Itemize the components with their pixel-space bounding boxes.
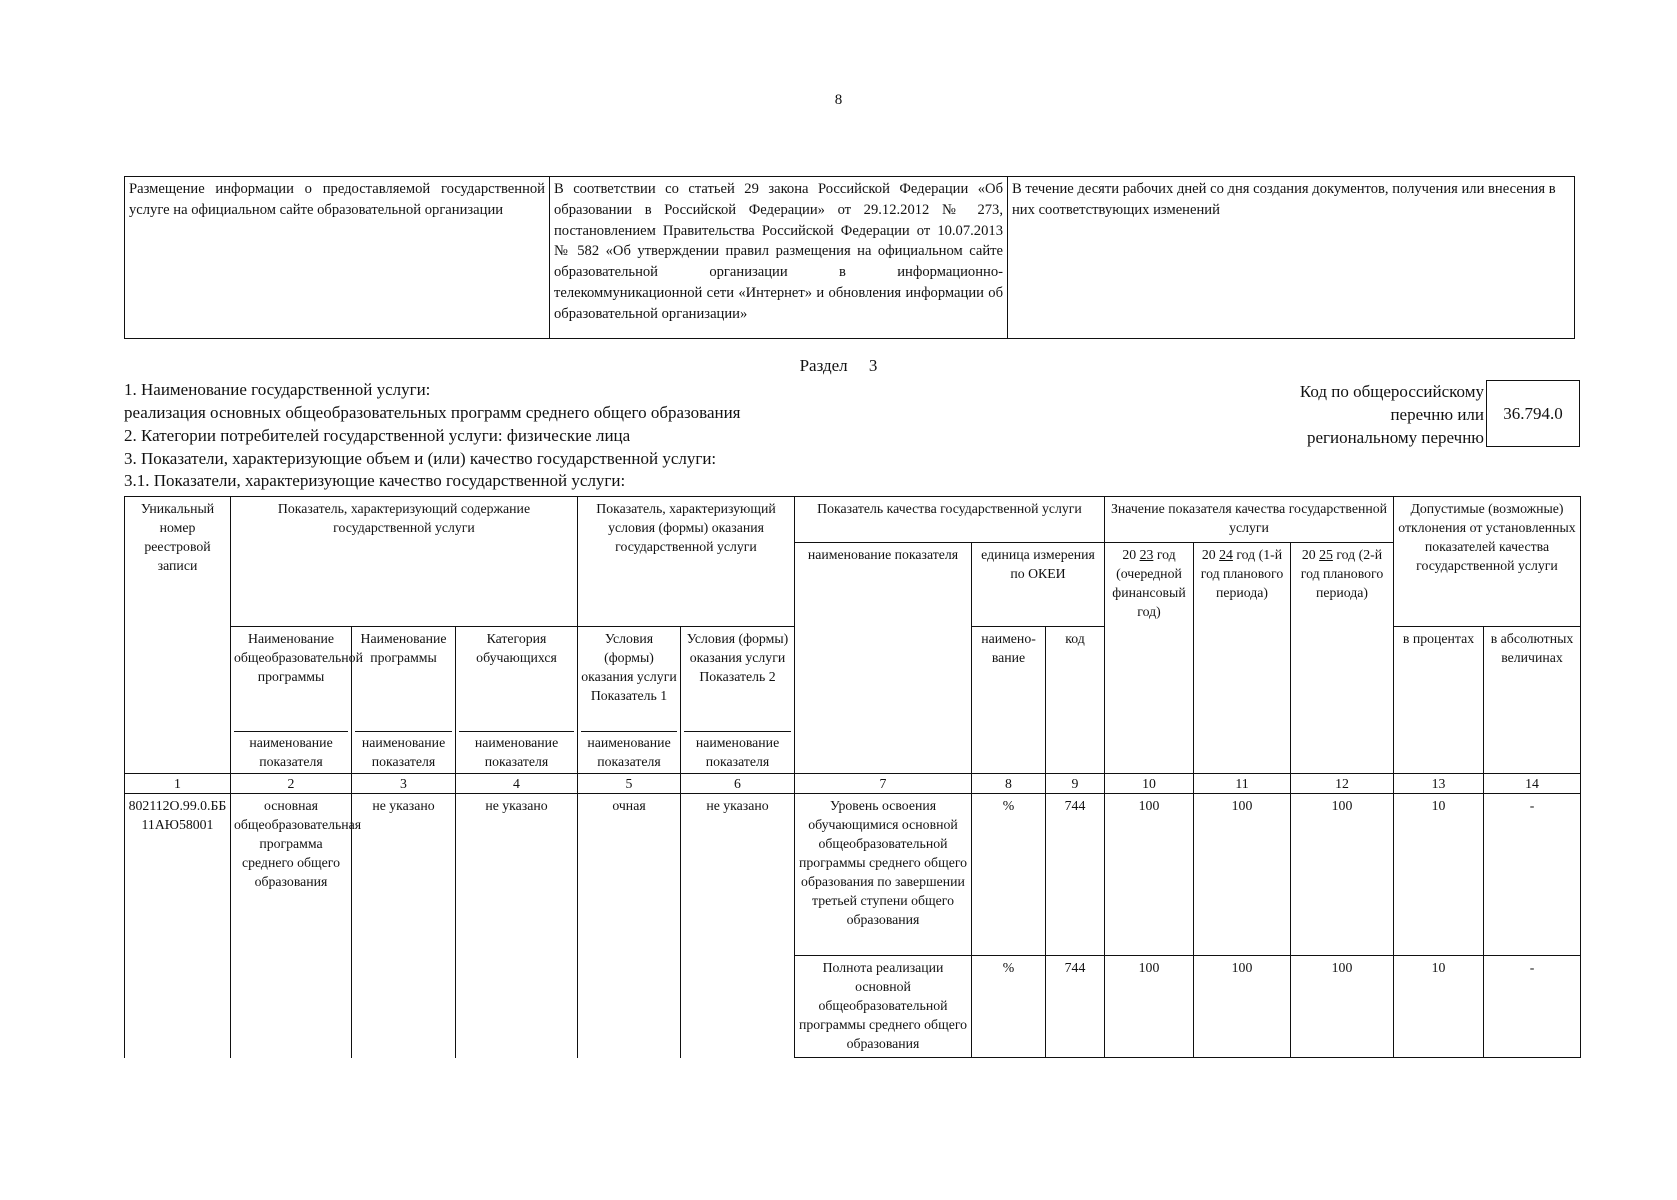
heading-service-name: 1. Наименование государственной услуги: [124,380,431,399]
col-number: 10 [1105,774,1194,794]
col-number: 4 [456,774,578,794]
row-program: основная общеобразовательная программа среднего общего образования [231,794,352,1058]
hdr-conditions-indicator: Показатель, характеризующий условия (формы) оказания государственной услуги [578,497,795,627]
col-number: 5 [578,774,681,794]
hdr-absolute: в абсолютных величинах [1484,627,1581,774]
col-number: 8 [972,774,1046,794]
indicator-unit: % [972,956,1046,1058]
hdr-condition-2-sub: наименование показателя [684,731,791,771]
info-content: В соответствии со статьей 29 закона Российской Федерации «Об образовании в Российской Федерации» от 29.12.2012 № 273, постановлением Правительства Российской Федерации от 10.07.2013 № 582 «Об утверждении правил размещения на официальном сайте образовательной организации в информационно-телекоммуникационной сети «Интернет» и обновления информации об образовательной организации» [550,177,1008,339]
hdr-category [456,627,578,774]
indicator-value-3: 100 [1291,956,1394,1058]
hdr-category-sub: наименование показателя [459,731,574,771]
hdr-condition-1-sub: наименование показателя [581,731,677,771]
indicator-name: Полнота реализации основной общеобразовательной программы среднего общего образования [795,956,972,1058]
col-number: 7 [795,774,972,794]
hdr-program-title: Наименование общеобразовательной программы [234,631,363,684]
col-number: 11 [1194,774,1291,794]
col-number: 2 [231,774,352,794]
year1-value: 23 [1139,547,1154,562]
row-unique-number: 802112О.99.0.ББ11АЮ58001 [125,794,231,1058]
hdr-unit: единица измерения по ОКЕИ [972,543,1105,627]
code-label-line1: Код по общероссийскому [1299,382,1484,401]
row-category: не указано [456,794,578,1058]
section-number: 3 [868,356,878,375]
column-numbers-row [125,774,1581,794]
indicator-code: 744 [1046,794,1105,956]
hdr-year-3 [1291,543,1394,774]
hdr-percent: в процентах [1394,627,1484,774]
hdr-category-title: Категория обучающихся [476,631,557,665]
indicator-deviation-percent: 10 [1394,794,1484,956]
year2-prefix: 20 [1201,547,1216,562]
hdr-unit-code: код [1046,627,1105,774]
heading-service-value: реализация основных общеобразовательных программ среднего общего образования [124,403,741,422]
hdr-program-sub: наименование показателя [234,731,348,771]
indicator-deviation-absolute: - [1484,794,1581,956]
hdr-year-1 [1105,543,1194,774]
row-program-name: не указано [352,794,456,1058]
indicator-unit: % [972,794,1046,956]
hdr-unit-name: наимено-вание [972,627,1046,774]
year3-value: 25 [1319,547,1333,562]
year1-prefix: 20 [1122,547,1137,562]
hdr-deviation: Допустимые (возможные) отклонения от установленных показателей качества государственной услуги [1394,497,1581,627]
hdr-condition-1 [578,627,681,774]
col-number: 9 [1046,774,1105,794]
indicator-value-2: 100 [1194,794,1291,956]
indicator-value-1: 100 [1105,794,1194,956]
col-number: 14 [1484,774,1581,794]
hdr-quality-value: Значение показателя качества государственной услуги [1105,497,1394,543]
hdr-program [231,627,363,774]
code-label-line3: региональному перечню [1306,428,1484,447]
page-number: 8 [834,92,843,108]
publication-info-table [124,176,1575,339]
code-value-box: 36.794.0 [1486,380,1580,447]
indicator-deviation-percent: 10 [1394,956,1484,1058]
indicator-code: 744 [1046,956,1105,1058]
indicator-value-2: 100 [1194,956,1291,1058]
indicator-value-3: 100 [1291,794,1394,956]
year1-suffix: год (очередной финансовый год) [1112,547,1186,619]
col-number: 1 [125,774,231,794]
info-method: Размещение информации о предоставляемой государственной услуге на официальном сайте образовательной организации [125,177,550,339]
hdr-program-name-sub: наименование показателя [355,731,452,771]
quality-indicators-table [124,496,1581,1058]
info-frequency: В течение десяти рабочих дней со дня создания документов, получения или внесения в них соответствующих изменений [1008,177,1575,339]
hdr-content-indicator: Показатель, характеризующий содержание государственной услуги [231,497,578,627]
col-number: 3 [352,774,456,794]
hdr-program-name-title: Наименование программы [360,631,447,665]
hdr-quality-indicator: Показатель качества государственной услуги [795,497,1105,543]
indicator-value-1: 100 [1105,956,1194,1058]
year3-prefix: 20 [1301,547,1316,562]
hdr-condition-2 [681,627,795,774]
row-condition-1: очная [578,794,681,1058]
indicator-name: Уровень освоения обучающимися основной общеобразовательной программы среднего общего образования по завершении третьей ступени общего образования [795,794,972,956]
hdr-indicator-name: наименование показателя [795,543,972,774]
code-label-line2: перечню или [1390,405,1484,424]
year2-value: 24 [1219,547,1233,562]
code-label [1224,380,1484,449]
indicator-deviation-absolute: - [1484,956,1581,1058]
hdr-condition-2-title: Условия (формы) оказания услуги Показатель 2 [686,631,789,684]
hdr-program-name [352,627,456,774]
year2-suffix: год (1-й год планового периода) [1200,547,1284,600]
table-row [125,794,1581,956]
section-label: Раздел [799,356,848,375]
year3-suffix: год (2-й год планового периода) [1300,547,1384,600]
section-title [0,356,1677,376]
hdr-year-2 [1194,543,1291,774]
hdr-condition-1-title: Условия (формы) оказания услуги Показатель 1 [581,631,677,703]
col-number: 13 [1394,774,1484,794]
heading-indicators: 3. Показатели, характеризующие объем и (или) качество государственной услуги: [124,449,717,468]
heading-consumers: 2. Категории потребителей государственной услуги: физические лица [124,426,631,445]
heading-quality-indicators: 3.1. Показатели, характеризующие качество государственной услуги: [124,471,626,490]
row-condition-2: не указано [681,794,795,1058]
col-number: 6 [681,774,795,794]
col-number: 12 [1291,774,1394,794]
hdr-unique-number: Уникальный номер реестровой записи [125,497,231,774]
